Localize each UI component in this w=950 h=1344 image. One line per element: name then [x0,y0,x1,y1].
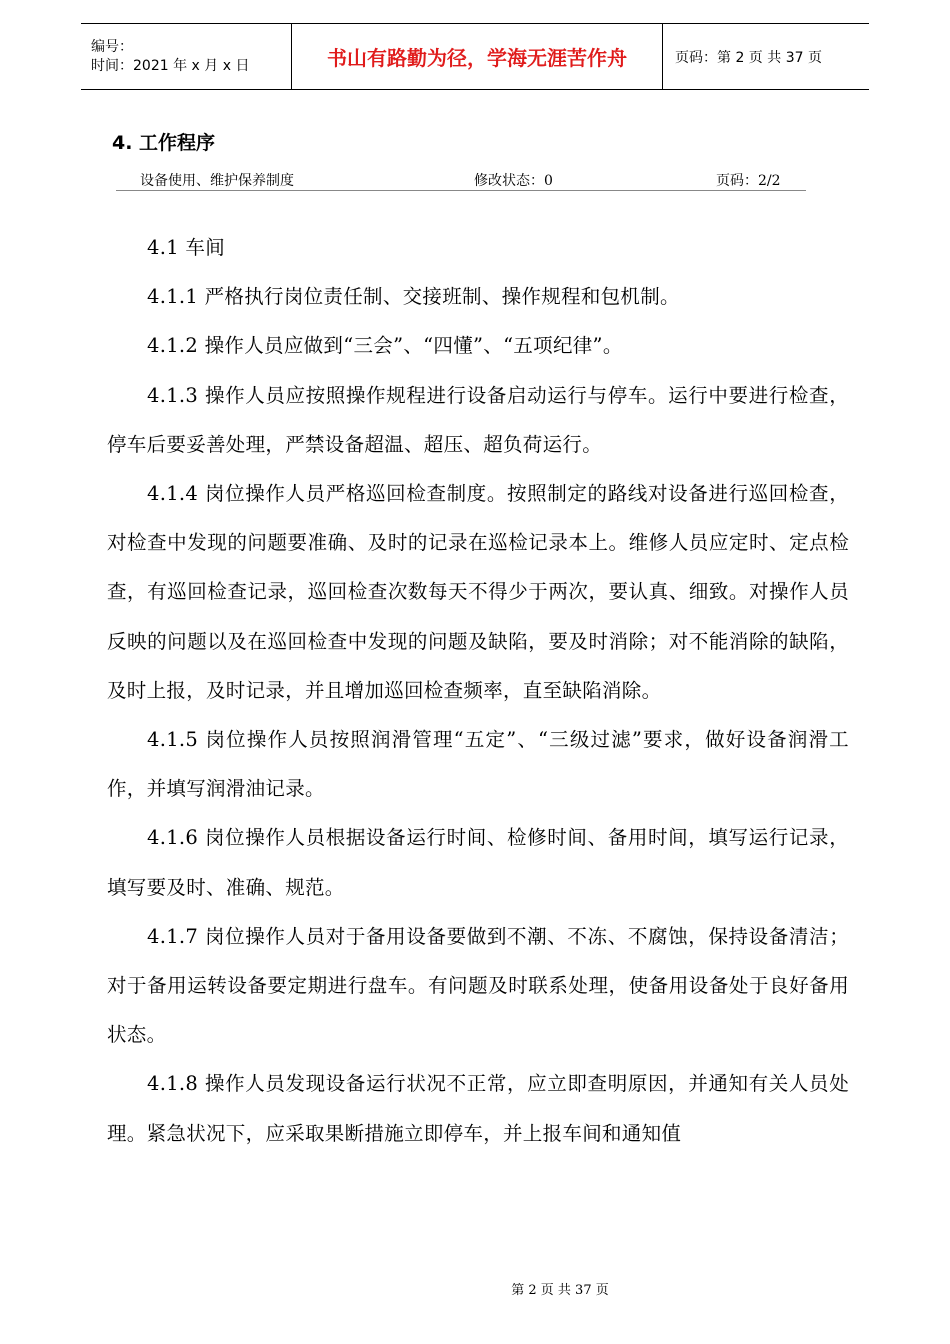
header-page-info: 页码：第 2 页 共 37 页 [675,49,822,66]
time-label: 时间：2021 年 x 月 x 日 [91,57,250,74]
paragraph: 4.1.6 岗位操作人员根据设备运行时间、检修时间、备用时间，填写运行记录，填写要及时、准确、规范。 [107,826,849,899]
body-text [107,223,849,1158]
paragraph: 4.1.8 操作人员发现设备运行状况不正常，应立即查明原因，并通知有关人员处理。紧急状况下，应采取果断措施立即停车，并上报车间和通知值 [107,1072,849,1145]
paragraph: 4.1.7 岗位操作人员对于备用设备要做到不潮、不冻、不腐蚀，保持设备清洁；对于备用运转设备要定期进行盘车。有问题及时联系处理，使备用设备处于良好备用状态。 [107,924,849,1047]
header-left-cell [81,24,292,90]
section-title: 4. 工作程序 [112,132,216,154]
doc-name: 设备使用、维护保养制度 [140,173,294,189]
header-motto: 书山有路勤为径，学海无涯苦作舟 [292,24,663,90]
doc-sub-header [116,168,806,191]
page-footer: 第 2 页 共 37 页 [511,1283,609,1298]
serial-label: 编号： [91,38,133,55]
paragraph: 4.1.2 操作人员应做到“三会”、“四懂”、“五项纪律”。 [147,334,623,358]
paragraph: 4.1.3 操作人员应按照操作规程进行设备启动运行与停车。运行中要进行检查，停车后要妥善处理，严禁设备超温、超压、超负荷运行。 [107,383,849,456]
document-header-table [81,23,869,90]
paragraph: 4.1 车间 [147,236,226,259]
doc-revision: 修改状态：0 [474,173,553,189]
paragraph: 4.1.1 严格执行岗位责任制、交接班制、操作规程和包机制。 [147,285,680,309]
doc-page: 页码：2/2 [716,173,781,189]
paragraph: 4.1.5 岗位操作人员按照润滑管理“五定”、“三级过滤”要求，做好设备润滑工作，并填写润滑油记录。 [107,728,849,801]
paragraph: 4.1.4 岗位操作人员严格巡回检查制度。按照制定的路线对设备进行巡回检查，对检查中发现的问题要准确、及时的记录在巡检记录本上。维修人员应定时、定点检查，有巡回检查记录，巡回检查次数每天不得少于两次，要认真、细致。对操作人员反映的问题以及在巡回检查中发现的问题及缺陷，要及时消除；对不能消除的缺陷，及时上报，及时记录，并且增加巡回检查频率，直至缺陷消除。 [107,482,849,702]
